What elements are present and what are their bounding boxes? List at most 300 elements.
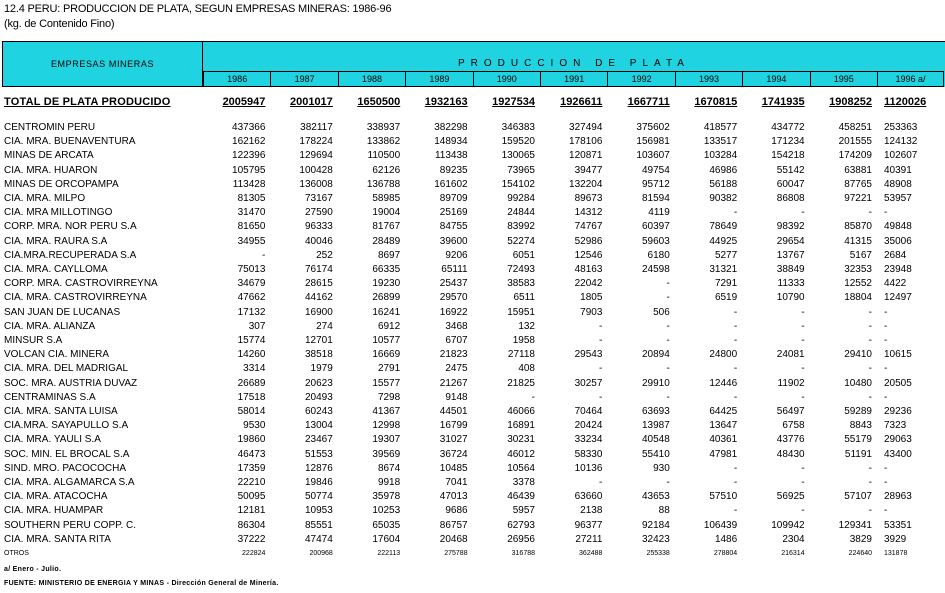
cell-value: 7903 xyxy=(580,306,603,318)
row-label: SOC. MIN. EL BROCAL S.A xyxy=(4,448,130,460)
cell-value: 1650500 xyxy=(357,96,401,108)
cell-value: 39569 xyxy=(372,448,401,460)
year-header-3: 1989 xyxy=(405,71,473,87)
cell-value: 43400 xyxy=(884,448,912,460)
cell-value: 159520 xyxy=(501,136,535,148)
cell-value: - xyxy=(599,363,603,375)
cell-value: 87765 xyxy=(844,178,872,190)
row-label: MINAS DE ARCATA xyxy=(4,150,94,162)
cell-value: - xyxy=(868,306,872,318)
cell-value: - xyxy=(801,462,805,474)
cell-value: 46439 xyxy=(507,491,535,503)
cell-value: 58014 xyxy=(237,406,266,417)
cell-value: - xyxy=(599,477,603,488)
cell-value: 13004 xyxy=(304,420,333,432)
cell-value: 17604 xyxy=(372,533,401,545)
cell-value: 27118 xyxy=(507,349,535,361)
cell-value: 44925 xyxy=(709,235,738,247)
cell-value: 46473 xyxy=(237,448,266,460)
cell-value: 113438 xyxy=(434,150,468,162)
cell-value: 57107 xyxy=(844,491,872,503)
table-row xyxy=(0,306,945,319)
cell-value: 59603 xyxy=(641,235,670,247)
cell-value: 23467 xyxy=(304,434,333,446)
cell-value: 161602 xyxy=(434,178,468,190)
cell-value: 124132 xyxy=(884,136,918,148)
cell-value: 81650 xyxy=(237,221,266,233)
cell-value: 20894 xyxy=(641,349,670,361)
table-row xyxy=(0,519,945,532)
cell-value: 2791 xyxy=(377,363,401,375)
cell-value: 21825 xyxy=(507,377,535,389)
cell-value: 7041 xyxy=(445,477,468,488)
cell-value: 41315 xyxy=(844,235,872,247)
table-row xyxy=(0,220,945,233)
cell-value: 9686 xyxy=(445,505,468,517)
cell-value: 253363 xyxy=(884,122,918,133)
cell-value: 24800 xyxy=(709,349,738,361)
cell-value: 89673 xyxy=(574,193,603,204)
cell-value: 62126 xyxy=(372,164,401,176)
cell-value: 4119 xyxy=(648,207,670,219)
table-row xyxy=(0,178,945,191)
cell-value: 86304 xyxy=(237,519,266,531)
cell-value: 103607 xyxy=(636,150,670,162)
cell-value: 9206 xyxy=(445,249,468,261)
cell-value: 28489 xyxy=(372,235,401,247)
row-label: CENTRAMINAS S.A xyxy=(4,391,96,403)
cell-value: 19230 xyxy=(372,278,401,290)
cell-value: 60047 xyxy=(776,178,805,190)
cell-value: - xyxy=(531,391,535,403)
year-header-1: 1987 xyxy=(270,71,338,87)
row-label: CIA.MRA.RECUPERADA S.A xyxy=(4,249,137,261)
cell-value: 46066 xyxy=(507,406,535,417)
year-header-0: 1986 xyxy=(203,71,271,87)
cell-value: 95712 xyxy=(641,178,670,190)
cell-value: 59289 xyxy=(844,406,872,417)
cell-value: 3468 xyxy=(445,320,468,332)
cell-value: 58330 xyxy=(574,448,603,460)
cell-value: 81767 xyxy=(372,221,401,233)
cell-value: 274 xyxy=(316,320,333,332)
cell-value: 109942 xyxy=(771,519,805,531)
cell-value: - xyxy=(801,335,805,346)
cell-value: 17359 xyxy=(237,462,266,474)
table-row xyxy=(0,348,945,361)
row-label: CIA. MRA. CASTROVIRREYNA xyxy=(4,292,147,304)
cell-value: 21823 xyxy=(439,349,468,361)
cell-value: 43653 xyxy=(641,491,670,503)
cell-value: 418577 xyxy=(703,122,738,133)
row-label: SIND. MRO. PACOCOCHA xyxy=(4,462,127,474)
cell-value: 252 xyxy=(316,249,333,261)
cell-value: 2684 xyxy=(884,249,907,261)
cell-value: 3314 xyxy=(243,363,266,375)
cell-value: 278804 xyxy=(713,550,738,557)
cell-value: 122396 xyxy=(232,150,266,162)
cell-value: 83992 xyxy=(507,221,535,233)
cell-value: 156981 xyxy=(636,136,670,148)
cell-value: 132204 xyxy=(569,178,603,190)
cell-value: - xyxy=(666,363,670,375)
table-row xyxy=(0,419,945,432)
cell-value: 8674 xyxy=(377,462,401,474)
cell-value: 32423 xyxy=(641,533,670,545)
cell-value: 46012 xyxy=(507,448,535,460)
table-row xyxy=(0,448,945,461)
cell-value: 12552 xyxy=(844,278,872,290)
cell-value: 24081 xyxy=(776,349,805,361)
cell-value: - xyxy=(666,477,670,488)
row-label: CIA. MRA. SANTA RITA xyxy=(4,533,111,545)
cell-value: 8697 xyxy=(377,249,401,261)
cell-value: 13767 xyxy=(776,249,805,261)
cell-value: - xyxy=(868,391,872,403)
cell-value: 154102 xyxy=(501,178,535,190)
cell-value: 81305 xyxy=(237,193,266,204)
table-row xyxy=(0,249,945,262)
cell-value: 136788 xyxy=(366,178,401,190)
cell-value: 44162 xyxy=(304,292,333,304)
cell-value: 30257 xyxy=(574,377,603,389)
cell-value: - xyxy=(868,320,872,332)
cell-value: 53351 xyxy=(884,519,912,531)
cell-value: 275788 xyxy=(444,550,468,557)
row-label: CIA.MRA. SAYAPULLO S.A xyxy=(4,420,129,432)
cell-value: 10480 xyxy=(844,377,872,389)
year-header-7: 1993 xyxy=(675,71,743,87)
year-header-5: 1991 xyxy=(540,71,608,87)
cell-value: - xyxy=(884,505,888,517)
cell-value: 96333 xyxy=(304,221,333,233)
row-label: CIA. MRA. HUAMPAR xyxy=(4,505,104,517)
row-label: CIA. MRA. SANTA LUISA xyxy=(4,406,118,417)
source-note: FUENTE: MINISTERIO DE ENERGIA Y MINAS - Dirección General de Minería. xyxy=(4,580,279,587)
cell-value: 34679 xyxy=(237,278,266,290)
cell-value: - xyxy=(666,391,670,403)
cell-value: 20493 xyxy=(304,391,333,403)
cell-value: 66335 xyxy=(372,264,401,275)
cell-value: 60243 xyxy=(304,406,333,417)
cell-value: 36724 xyxy=(439,448,468,460)
cell-value: 10136 xyxy=(574,462,603,474)
cell-value: 316788 xyxy=(511,550,535,557)
cell-value: 30231 xyxy=(507,434,535,446)
table-row xyxy=(0,377,945,390)
row-label: CIA. MRA. ATACOCHA xyxy=(4,491,108,503)
cell-value: 16241 xyxy=(372,306,401,318)
cell-value: - xyxy=(801,391,805,403)
cell-value: 63693 xyxy=(641,406,670,417)
table-row xyxy=(0,263,945,276)
cell-value: 31470 xyxy=(237,207,266,219)
cell-value: - xyxy=(733,320,738,332)
cell-value: - xyxy=(801,477,805,488)
cell-value: - xyxy=(884,363,888,375)
table-row xyxy=(0,235,945,248)
cell-value: 1958 xyxy=(512,335,535,346)
cell-value: - xyxy=(733,505,738,517)
cell-value: 148934 xyxy=(434,136,468,148)
cell-value: 27211 xyxy=(575,533,603,545)
row-label: CIA. MRA. ALIANZA xyxy=(4,320,96,332)
cell-value: 16922 xyxy=(439,306,468,318)
total-row xyxy=(0,95,945,109)
cell-value: 5167 xyxy=(849,249,872,261)
cell-value: - xyxy=(801,306,805,318)
cell-value: 78649 xyxy=(709,221,738,233)
cell-value: 98392 xyxy=(776,221,805,233)
cell-value: 129694 xyxy=(299,150,333,162)
cell-value: 178106 xyxy=(569,136,603,148)
cell-value: 136008 xyxy=(299,178,333,190)
cell-value: 62793 xyxy=(507,519,535,531)
cell-value: - xyxy=(733,477,738,488)
cell-value: 1979 xyxy=(310,363,333,375)
cell-value: - xyxy=(868,335,872,346)
cell-value: 10577 xyxy=(372,335,401,346)
cell-value: 1667711 xyxy=(627,96,670,108)
table-row xyxy=(0,149,945,162)
cell-value: 58985 xyxy=(372,193,401,204)
cell-value: 10953 xyxy=(304,505,333,517)
cell-value: 43776 xyxy=(776,434,805,446)
cell-value: 65035 xyxy=(372,519,401,531)
cell-value: 17518 xyxy=(237,391,266,403)
row-label: CIA. MRA. DEL MADRIGAL xyxy=(4,363,129,375)
cell-value: 29570 xyxy=(439,292,468,304)
cell-value: 53957 xyxy=(884,193,912,204)
cell-value: 48163 xyxy=(574,264,603,275)
cell-value: 49848 xyxy=(884,221,912,233)
cell-value: 1120026 xyxy=(884,96,927,108)
row-label: CORP. MRA. NOR PERU S.A xyxy=(4,221,137,233)
cell-value: 21267 xyxy=(439,377,468,389)
cell-value: - xyxy=(884,391,888,403)
cell-value: 12181 xyxy=(237,505,266,517)
table-row xyxy=(0,291,945,304)
cell-value: 7291 xyxy=(714,278,738,290)
year-header-10: 1996 a/ xyxy=(877,71,944,87)
table-row xyxy=(0,334,945,347)
cell-value: 9918 xyxy=(377,477,401,488)
otros-row xyxy=(0,547,945,560)
table-row xyxy=(0,405,945,418)
cell-value: 222113 xyxy=(377,550,401,557)
cell-value: 1741935 xyxy=(761,96,805,108)
cell-value: 29410 xyxy=(844,349,872,361)
table-subtitle: (kg. de Contenido Fino) xyxy=(4,18,115,30)
cell-value: 64425 xyxy=(709,406,738,417)
cell-value: - xyxy=(868,505,872,517)
cell-value: 178224 xyxy=(299,136,333,148)
cell-value: 133517 xyxy=(703,136,738,148)
cell-value: 100428 xyxy=(299,164,333,176)
cell-value: 74767 xyxy=(574,221,603,233)
cell-value: 38583 xyxy=(507,278,535,290)
cell-value: 55142 xyxy=(776,164,805,176)
row-label: MINSUR S.A xyxy=(4,335,63,346)
cell-value: - xyxy=(868,462,872,474)
cell-value: 2138 xyxy=(580,505,603,517)
cell-value: 33234 xyxy=(574,434,603,446)
cell-value: 201555 xyxy=(838,136,872,148)
cell-value: 10485 xyxy=(439,462,468,474)
cell-value: 26899 xyxy=(372,292,401,304)
cell-value: 10615 xyxy=(884,349,912,361)
cell-value: 40391 xyxy=(884,164,912,176)
row-label: OTROS xyxy=(4,550,29,557)
cell-value: 38849 xyxy=(776,264,805,275)
cell-value: 22042 xyxy=(574,278,603,290)
cell-value: - xyxy=(599,391,603,403)
cell-value: - xyxy=(884,477,888,488)
cell-value: 47662 xyxy=(237,292,266,304)
cell-value: 50095 xyxy=(237,491,266,503)
cell-value: 48430 xyxy=(776,448,805,460)
row-label: CORP. MRA. CASTROVIRREYNA xyxy=(4,278,158,290)
cell-value: 51191 xyxy=(844,448,872,460)
cell-value: 327494 xyxy=(569,122,603,133)
cell-value: 40548 xyxy=(641,434,670,446)
cell-value: 16900 xyxy=(304,306,333,318)
cell-value: 7298 xyxy=(377,391,401,403)
table-row xyxy=(0,192,945,205)
cell-value: 106439 xyxy=(703,519,738,531)
cell-value: 120871 xyxy=(569,150,603,162)
cell-value: 129341 xyxy=(838,519,872,531)
table-row xyxy=(0,504,945,517)
row-label: CIA. MRA. BUENAVENTURA xyxy=(4,136,136,148)
cell-value: 29543 xyxy=(574,349,603,361)
cell-value: 130065 xyxy=(501,150,535,162)
cell-value: 37222 xyxy=(237,533,266,545)
cell-value: 15951 xyxy=(507,306,535,318)
cell-value: 3378 xyxy=(512,477,535,488)
cell-value: 27590 xyxy=(304,207,333,219)
cell-value: - xyxy=(733,363,738,375)
cell-value: - xyxy=(868,477,872,488)
cell-value: 20468 xyxy=(439,533,468,545)
row-label: SOUTHERN PERU COPP. C. xyxy=(4,519,137,531)
cell-value: 2005947 xyxy=(222,96,266,108)
cell-value: 10253 xyxy=(372,505,401,517)
cell-value: 31321 xyxy=(709,264,738,275)
table-row xyxy=(0,320,945,333)
cell-value: 35978 xyxy=(372,491,401,503)
cell-value: 375602 xyxy=(636,122,670,133)
cell-value: 73167 xyxy=(304,193,333,204)
cell-value: 113428 xyxy=(232,178,266,190)
cell-value: 15577 xyxy=(372,377,401,389)
cell-value: 162162 xyxy=(232,136,266,148)
year-header-8: 1994 xyxy=(742,71,810,87)
cell-value: 930 xyxy=(653,462,670,474)
cell-value: - xyxy=(884,207,888,219)
table-row xyxy=(0,135,945,148)
cell-value: 29063 xyxy=(884,434,912,446)
cell-value: - xyxy=(801,505,805,517)
cell-value: - xyxy=(868,363,872,375)
cell-value: 86757 xyxy=(439,519,468,531)
cell-value: 7323 xyxy=(884,420,907,432)
cell-value: 10564 xyxy=(507,462,535,474)
cell-value: 85551 xyxy=(304,519,333,531)
cell-value: 1805 xyxy=(580,292,603,304)
cell-value: 110500 xyxy=(367,150,401,162)
cell-value: 171234 xyxy=(771,136,805,148)
cell-value: 72493 xyxy=(507,264,535,275)
cell-value: 6519 xyxy=(714,292,738,304)
cell-value: 23948 xyxy=(884,264,912,275)
cell-value: 133862 xyxy=(366,136,401,148)
cell-value: 20623 xyxy=(304,377,333,389)
row-label: SAN JUAN DE LUCANAS xyxy=(4,306,121,318)
table-title: 12.4 PERU: PRODUCCION DE PLATA, SEGUN EMPRESAS MINERAS: 1986-96 xyxy=(4,3,392,15)
cell-value: 437366 xyxy=(232,122,266,133)
cell-value: 28963 xyxy=(884,491,912,503)
cell-value: - xyxy=(666,278,670,290)
cell-value: - xyxy=(733,207,738,219)
cell-value: 8843 xyxy=(849,420,872,432)
cell-value: 88 xyxy=(658,505,670,517)
cell-value: 89235 xyxy=(439,164,468,176)
cell-value: 506 xyxy=(653,306,670,318)
cell-value: 1908252 xyxy=(829,96,872,108)
table-row xyxy=(0,391,945,404)
table-row xyxy=(0,121,945,134)
cell-value: 12701 xyxy=(304,335,333,346)
cell-value: 73965 xyxy=(507,164,535,176)
cell-value: 1932163 xyxy=(424,96,468,108)
cell-value: 40046 xyxy=(304,235,333,247)
table-row xyxy=(0,433,945,446)
row-label: CIA. MRA. RAURA S.A xyxy=(4,235,108,247)
cell-value: 200968 xyxy=(309,550,333,557)
cell-value: - xyxy=(599,335,603,346)
table-row xyxy=(0,476,945,489)
cell-value: 14260 xyxy=(237,349,266,361)
cell-value: 41367 xyxy=(372,406,401,417)
cell-value: - xyxy=(868,207,872,219)
cell-value: 46986 xyxy=(709,164,738,176)
cell-value: - xyxy=(884,335,888,346)
cell-value: 28615 xyxy=(304,278,333,290)
row-label: MINAS DE ORCOPAMPA xyxy=(4,178,119,190)
year-header-4: 1990 xyxy=(473,71,541,87)
cell-value: 56188 xyxy=(709,178,738,190)
table-row xyxy=(0,362,945,375)
cell-value: 131878 xyxy=(884,550,908,557)
cell-value: 51553 xyxy=(304,448,333,460)
cell-value: 16799 xyxy=(439,420,468,432)
cell-value: 216314 xyxy=(781,550,805,557)
cell-value: 97221 xyxy=(844,193,872,204)
header-produccion: PRODUCCION DE PLATA xyxy=(203,41,945,71)
footnote: a/ Enero - Julio. xyxy=(4,566,62,573)
cell-value: 19307 xyxy=(372,434,401,446)
cell-value: 56925 xyxy=(776,491,805,503)
cell-value: 362488 xyxy=(579,550,603,557)
cell-value: 39477 xyxy=(574,164,603,176)
cell-value: 6912 xyxy=(377,320,401,332)
year-header-2: 1988 xyxy=(338,71,406,87)
row-label: VOLCAN CIA. MINERA xyxy=(4,349,110,361)
row-label: CENTROMIN PERU xyxy=(4,122,96,133)
cell-value: 10790 xyxy=(776,292,805,304)
cell-value: 102607 xyxy=(884,150,918,162)
